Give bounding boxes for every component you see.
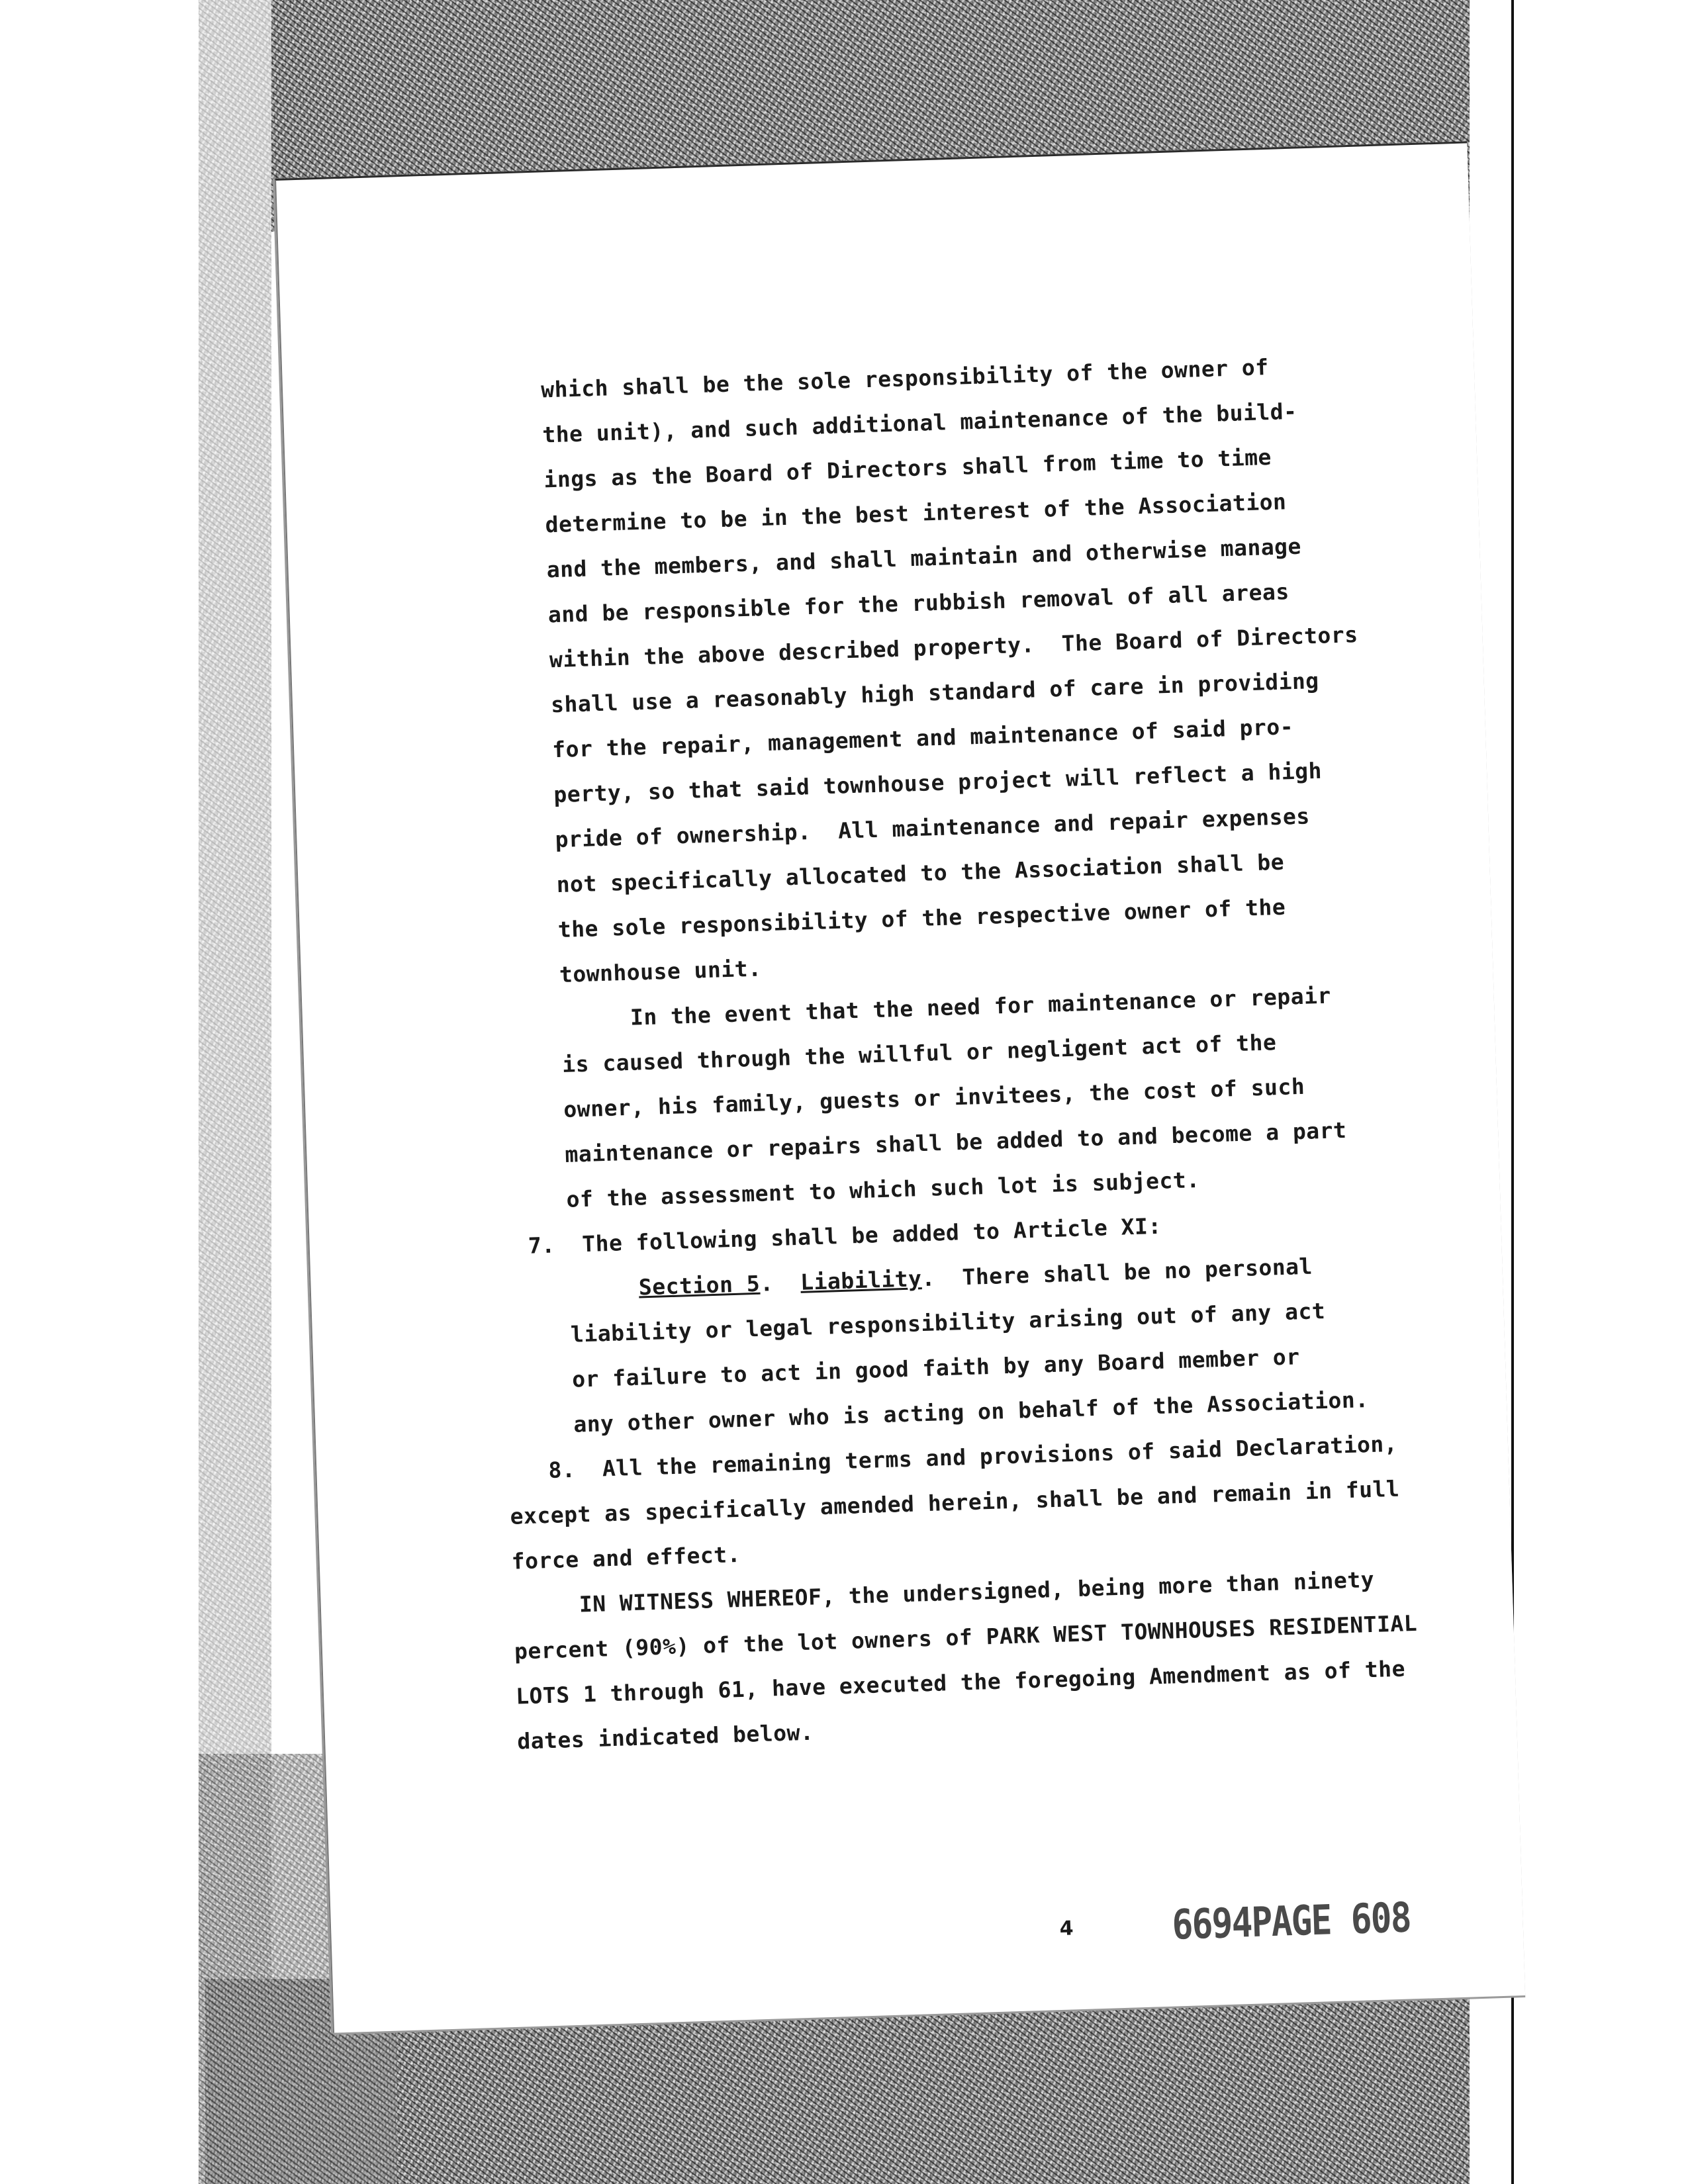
body-line: pride of ownership. All maintenance and repair expenses bbox=[554, 803, 1311, 853]
body-line: the unit), and such additional maintenance of the build- bbox=[541, 398, 1297, 448]
body-line: not specifically allocated to the Association shall be bbox=[556, 848, 1285, 898]
item-8-line: except as specifically amended herein, shall be and remain in full bbox=[510, 1475, 1400, 1529]
document-sheet bbox=[275, 141, 1525, 2032]
item-7: 7. The following shall be added to Article XI: bbox=[528, 1212, 1162, 1259]
section-5-rest: . There shall be no personal bbox=[921, 1253, 1313, 1292]
paragraph2-line: owner, his family, guests or invitees, the cost of such bbox=[563, 1073, 1305, 1122]
section-5-line: or failure to act in good faith by any Board member or bbox=[571, 1343, 1301, 1392]
body-line: and be responsible for the rubbish removal of all areas bbox=[547, 578, 1290, 628]
body-line: the sole responsibility of the respective owner of the bbox=[557, 893, 1286, 943]
section-5-label: Section 5 bbox=[638, 1270, 761, 1300]
section-5-line: any other owner who is acting on behalf of the Association. bbox=[573, 1387, 1370, 1437]
body-line: determine to be in the best interest of the Association bbox=[545, 488, 1287, 538]
witness-line: percent (90%) of the lot owners of PARK WEST TOWNHOUSES RESIDENTIAL bbox=[514, 1610, 1418, 1664]
liability-label: Liability bbox=[800, 1265, 923, 1295]
book-page-stamp: 6694PAGE 608 bbox=[1171, 1893, 1411, 1949]
witness-line: dates indicated below. bbox=[516, 1719, 814, 1754]
item-8-line: 8. All the remaining terms and provisions of said Declaration, bbox=[547, 1430, 1398, 1483]
body-line: for the repair, management and maintenance of said pro- bbox=[551, 713, 1294, 763]
section-5-separator: . bbox=[759, 1269, 801, 1297]
document-body bbox=[510, 340, 1471, 1762]
paragraph2-line: maintenance or repairs shall be added to and become a part bbox=[564, 1116, 1347, 1167]
body-line: perty, so that said townhouse project will reflect a high bbox=[553, 757, 1323, 808]
paragraph2-line: In the event that the need for maintenance or repair bbox=[630, 982, 1332, 1030]
witness-line: IN WITNESS WHEREOF, the undersigned, being more than ninety bbox=[579, 1566, 1375, 1617]
page-number: 4 bbox=[1059, 1917, 1074, 1941]
body-line: within the above described property. The Board of Directors bbox=[549, 621, 1359, 673]
body-line: townhouse unit. bbox=[559, 955, 762, 988]
paragraph2-line: is caused through the willful or negligent act of the bbox=[561, 1029, 1277, 1078]
witness-line: LOTS 1 through 61, have executed the foregoing Amendment as of the bbox=[515, 1655, 1406, 1709]
paragraph2-line: of the assessment to which such lot is subject. bbox=[566, 1166, 1201, 1212]
page-footer bbox=[1058, 1889, 1523, 1957]
body-line: which shall be the sole responsibility of the owner of bbox=[540, 353, 1270, 403]
section-5-line: liability or legal responsibility arising out of any act bbox=[570, 1298, 1326, 1347]
body-line: ings as the Board of Directors shall from time to time bbox=[543, 443, 1272, 493]
item-8-line: force and effect. bbox=[511, 1541, 741, 1574]
body-line: shall use a reasonably high standard of care in providing bbox=[550, 667, 1320, 718]
body-line: and the members, and shall maintain and otherwise manage bbox=[546, 533, 1302, 583]
